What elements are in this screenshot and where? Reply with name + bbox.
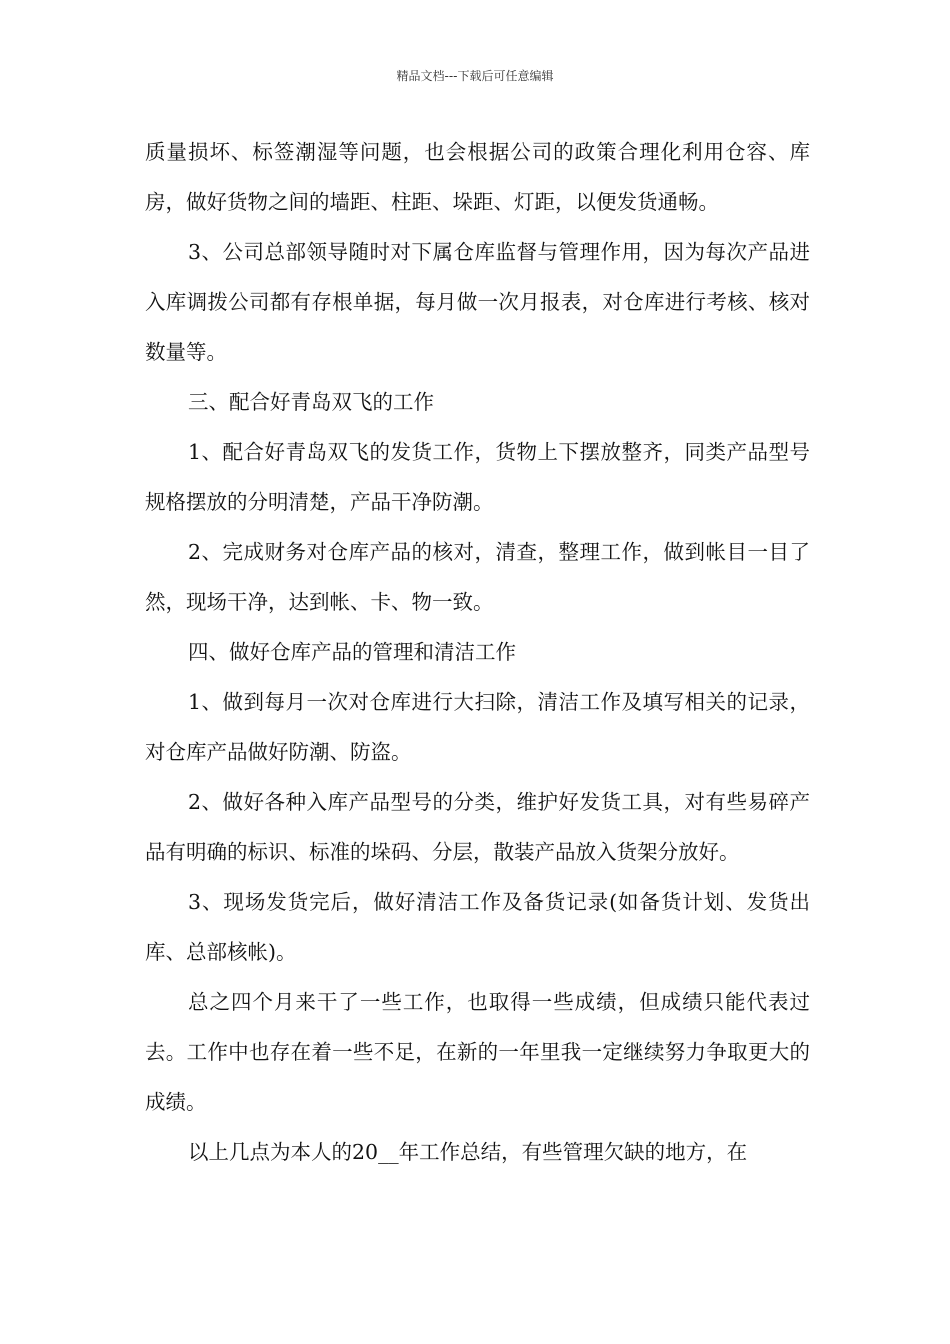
paragraph: 总之四个月来干了一些工作，也取得一些成绩，但成绩只能代表过去。工作中也存在着一些不足，在新的一年里我一定继续努力争取更大的成绩。 <box>145 990 810 1114</box>
paragraph: 2、做好各种入库产品型号的分类，维护好发货工具，对有些易碎产品有明确的标识、标准的垛码、分层，散装产品放入货架分放好。 <box>145 790 810 864</box>
paragraph: 3、现场发货完后，做好清洁工作及备货记录(如备货计划、发货出库、总部核帐)。 <box>145 890 810 964</box>
page-header: 精品文档---下载后可任意编辑 <box>396 69 554 83</box>
section-heading: 三、配合好青岛双飞的工作 <box>188 390 434 414</box>
section-heading: 四、做好仓库产品的管理和清洁工作 <box>188 640 516 664</box>
document-body <box>145 127 810 1177</box>
paragraph: 3、公司总部领导随时对下属仓库监督与管理作用，因为每次产品进入库调拨公司都有存根单据，每月做一次月报表，对仓库进行考核、核对数量等。 <box>145 240 810 364</box>
paragraph: 1、做到每月一次对仓库进行大扫除，清洁工作及填写相关的记录，对仓库产品做好防潮、防盗。 <box>145 690 810 764</box>
paragraph: 以上几点为本人的20__年工作总结，有些管理欠缺的地方，在 <box>188 1140 748 1164</box>
paragraph: 1、配合好青岛双飞的发货工作，货物上下摆放整齐，同类产品型号规格摆放的分明清楚，产品干净防潮。 <box>145 440 810 514</box>
paragraph: 2、完成财务对仓库产品的核对，清查，整理工作，做到帐目一目了然，现场干净，达到帐、卡、物一致。 <box>145 540 810 614</box>
paragraph: 质量损坏、标签潮湿等问题，也会根据公司的政策合理化利用仓容、库房，做好货物之间的墙距、柱距、垛距、灯距，以便发货通畅。 <box>145 140 810 214</box>
